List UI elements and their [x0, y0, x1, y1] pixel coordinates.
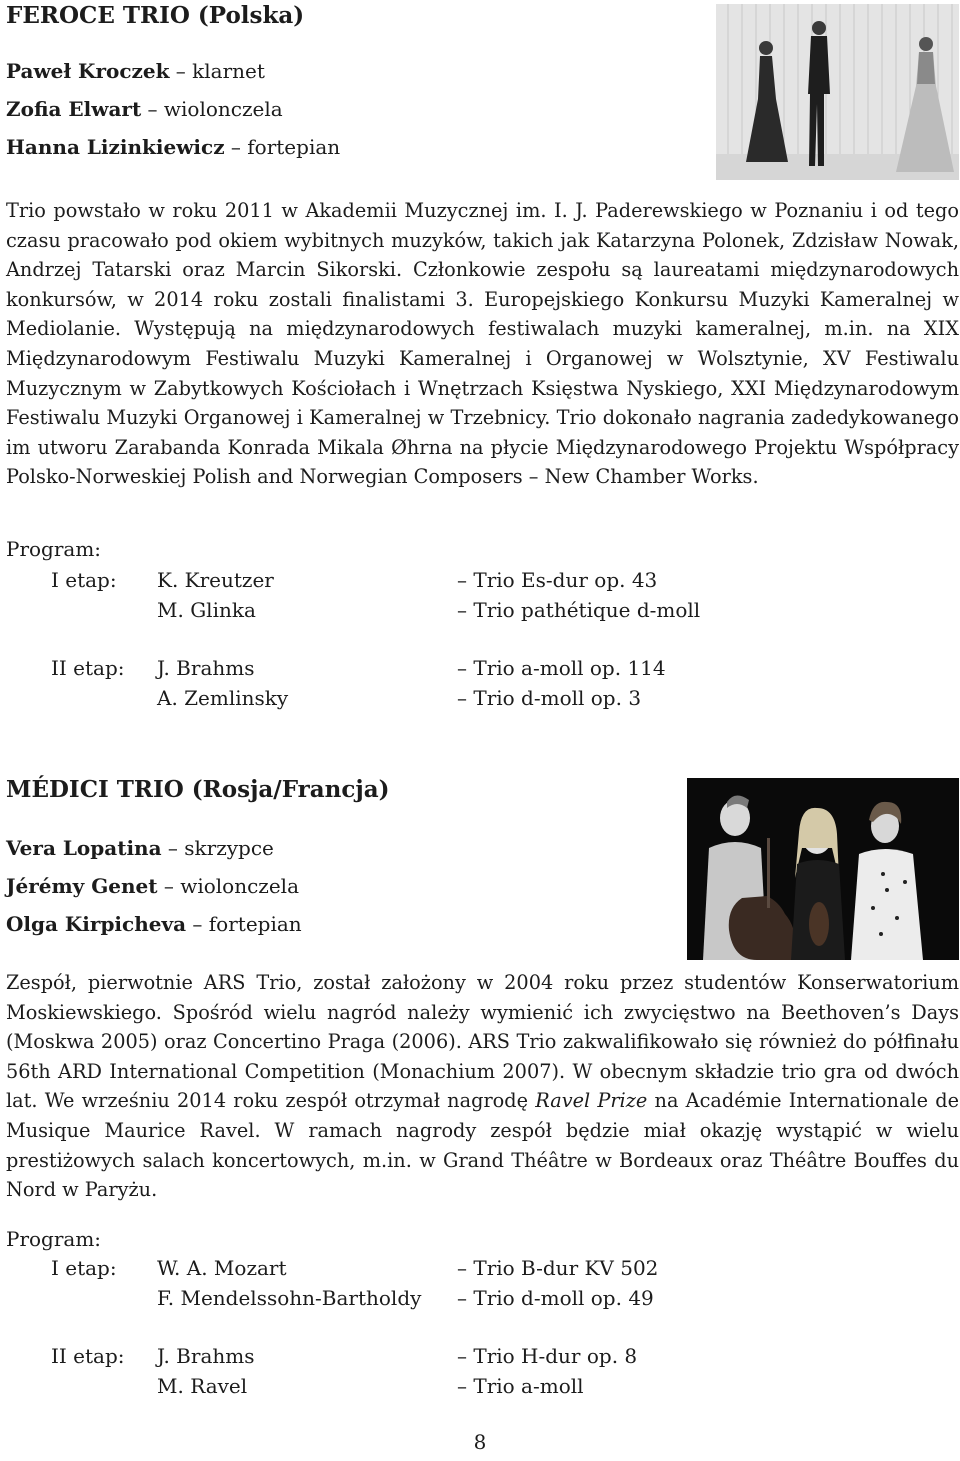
program-composer: M. Ravel [157, 1374, 248, 1398]
program-row [0, 1374, 960, 1404]
member-2 [6, 97, 283, 121]
program-row [0, 656, 960, 686]
member-3 [6, 912, 302, 936]
program-work: – Trio d-moll op. 3 [457, 686, 642, 710]
program-work: – Trio B-dur KV 502 [457, 1256, 659, 1280]
feroce-trio-biography: Trio powstało w roku 2011 w Akademii Muzycznej im. I. J. Paderewskiego w Poznaniu i od tego czasu pracowało pod okiem wybitnych muzyków, takich jak Katarzyna Polonek, Zdzisław Nowak, Andrzej Tatarski oraz Marcin Sikorski. Członkowie zespołu są laureatami międzynarodowych konkursów, w 2014 roku zostali finalistami 3. Europejskiego Konkursu Muzyki Kameralnej w Mediolanie. Występują na międzynarodowych festiwalach muzyki kameralnej, m.in. na XIX Międzynarodowym Festiwalu Muzyki Kameralnej i Organowej w Wolsztynie, XV Festiwalu Muzycznym w Zabytkowych Kościołach i Wnętrzach Księstwa Nyskiego, XXI Międzynarodowym Festiwalu Muzyki Organowej i Kameralnej w Trzebnicy. Trio dokonało nagrania zadedykowanego im utworu Zarabanda Konrada Mikala Øhrna na płycie Międzynarodowego Projektu Współpracy Polsko-Norweskiej Polish and Norwegian Composers – New Chamber Works. [6, 199, 959, 489]
program-composer: M. Glinka [157, 598, 256, 622]
member-2 [6, 874, 299, 898]
member-role: – fortepian [186, 912, 302, 936]
prize-name: Ravel Prize [535, 1089, 648, 1113]
program-label: Program: [6, 537, 102, 561]
feroce-trio-title: FEROCE TRIO (Polska) [6, 2, 305, 29]
program-work: – Trio Es-dur op. 43 [457, 568, 658, 592]
member-1 [6, 59, 265, 83]
program-stage: II etap: [51, 1344, 125, 1368]
page-number: 8 [473, 1430, 487, 1454]
member-name: Zofia Elwart [6, 97, 142, 121]
program-row [0, 686, 960, 716]
medici-trio-title: MÉDICI TRIO (Rosja/Francja) [6, 776, 390, 803]
member-name: Vera Lopatina [6, 836, 162, 860]
program-work: – Trio pathétique d-moll [457, 598, 701, 622]
program-label: Program: [6, 1227, 102, 1251]
program-composer: A. Zemlinsky [157, 686, 289, 710]
program-row [0, 598, 960, 628]
member-name: Jérémy Genet [6, 874, 158, 898]
member-name: Hanna Lizinkiewicz [6, 135, 225, 159]
program-composer: J. Brahms [157, 656, 255, 680]
program-row [0, 568, 960, 598]
medici-trio-section [0, 770, 960, 1420]
program-stage: I etap: [51, 1256, 117, 1280]
member-name: Paweł Kroczek [6, 59, 170, 83]
member-3 [6, 135, 340, 159]
medici-trio-biography [6, 968, 959, 1205]
medici-trio-photo [687, 778, 959, 960]
member-role: – wiolonczela [141, 97, 283, 121]
program-composer: J. Brahms [157, 1344, 255, 1368]
member-role: – klarnet [169, 59, 265, 83]
member-role: – skrzypce [161, 836, 274, 860]
program-stage: II etap: [51, 656, 125, 680]
program-composer: K. Kreutzer [157, 568, 274, 592]
member-name: Olga Kirpicheva [6, 912, 187, 936]
program-row [0, 1344, 960, 1374]
program-work: – Trio a-moll op. 114 [457, 656, 666, 680]
feroce-trio-photo [716, 4, 959, 180]
program-work: – Trio H-dur op. 8 [457, 1344, 638, 1368]
program-composer: F. Mendelssohn-Bartholdy [157, 1286, 422, 1310]
bio-text: na Académie Internationale de Musique Maurice Ravel. W ramach nagrody zespół będzie miał okazję wystąpić w wielu prestiżowych salach koncertowych, m.in. w Grand Théâtre w Bordeaux oraz Théâtre Bouffes du Nord w Paryżu. [6, 1089, 959, 1202]
program-composer: W. A. Mozart [157, 1256, 287, 1280]
bio-text: Zespół, pierwotnie ARS Trio, został założony w 2004 roku przez studentów Konserwatorium Moskiewskiego. Spośród wielu nagród należy wymienić ich zwycięstwo na Beethoven’s Days (Moskwa 2005) oraz Concertino Praga (2006). ARS Trio zakwalifikowało się również do półfinału 56th ARD International Competition (Monachium 2007). W obecnym składzie trio gra od dwóch lat. We wrześniu 2014 roku zespół otrzymał nagrodę [6, 971, 959, 1113]
program-work: – Trio a-moll [457, 1374, 584, 1398]
program-work: – Trio d-moll op. 49 [457, 1286, 654, 1310]
program-stage: I etap: [51, 568, 117, 592]
program-row [0, 1256, 960, 1286]
program-row [0, 1286, 960, 1316]
member-role: – wiolonczela [157, 874, 299, 898]
member-1 [6, 836, 274, 860]
member-role: – fortepian [224, 135, 341, 159]
